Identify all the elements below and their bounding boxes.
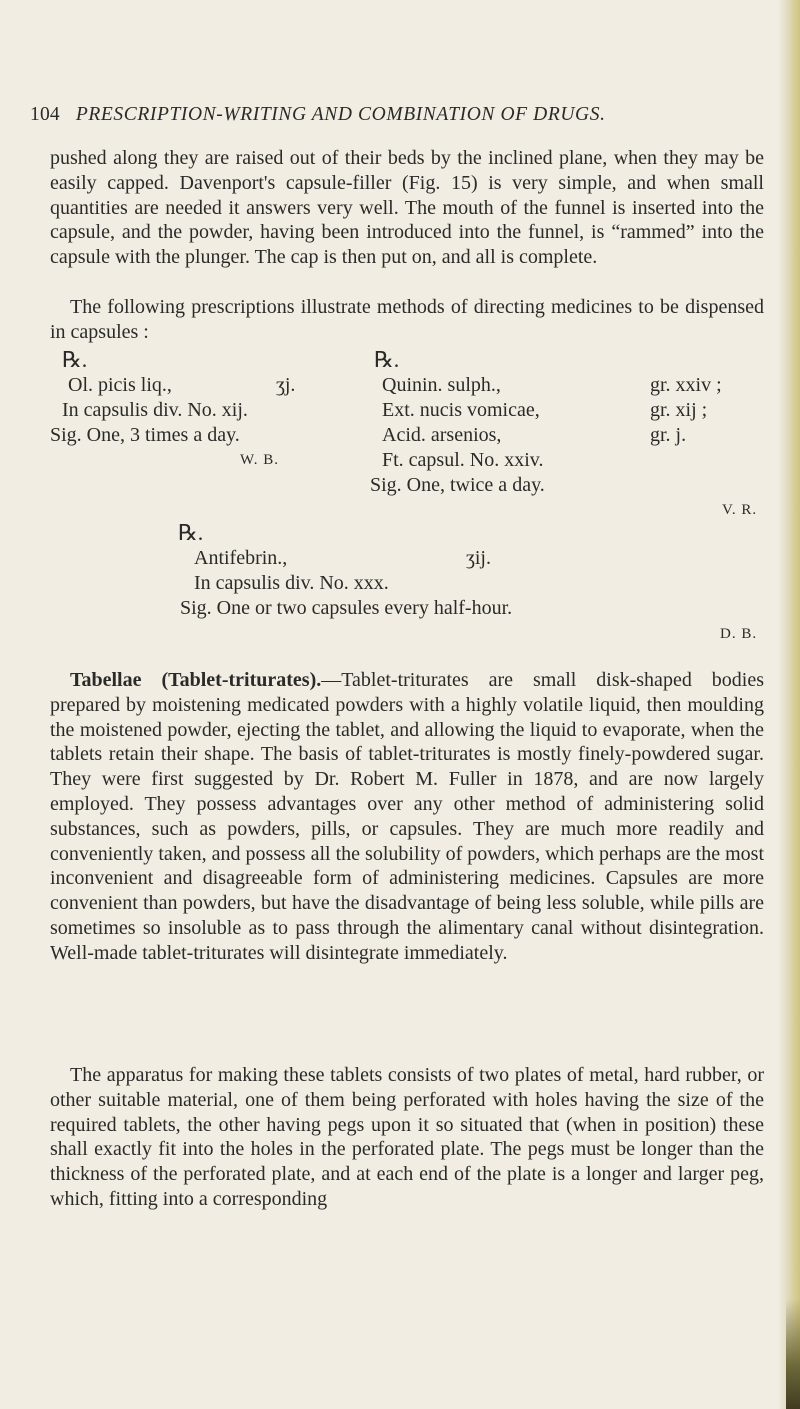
rx-line: Ft. capsul. No. xxiv.	[382, 449, 544, 471]
rx-symbol: ℞.	[374, 347, 400, 372]
section-heading: Tabellae (Tablet-triturates).	[70, 669, 322, 691]
intro-paragraph: pushed along they are raised out of their beds by the inclined plane, when they may be easily capped. Davenport's capsule-filler (Fig. 15) is very simple, and when small quantities are needed it answers very well. The mouth of the funnel is inserted into the capsule, and the powder, having been introduced into the funnel, is “rammed” into the capsule with the plunger. The cap is then put on, and all is complete.	[50, 147, 764, 269]
page-edge-shading	[778, 0, 800, 1409]
rx-quantity: ʒj.	[276, 374, 296, 396]
rx-symbol: ℞.	[62, 347, 88, 372]
rx-line: Sig. One or two capsules every half-hour.	[180, 597, 513, 619]
rx-line: Acid. arsenios,	[382, 424, 502, 446]
rx-line: Ol. picis liq.,	[68, 374, 172, 396]
rx-line: In capsulis div. No. xxx.	[194, 572, 389, 594]
tabellae-body: —Tablet-triturates are small disk-shaped bodies prepared by moistening medicated powders with a highly volatile liquid, then moulding the moistened powder, ejecting the tablet, and allowing the liquid to evaporate, when the tablets retain their shape. The basis of tablet-triturates is mostly finely-powdered sugar. They were first suggested by Dr. Robert M. Fuller in 1878, and are now largely employed. They possess advantages over any other method of administering solid substances, such as powders, pills, or capsules. They are much more readily and conveniently taken, and possess all the solubility of powders, which perhaps are the most inconvenient and disagreeable form of administering medicines. Capsules are more convenient than powders, but have the disadvantage of being less soluble, while pills are sometimes so insoluble as to pass through the alimentary canal without disintegration. Well-made tablet-triturates will disintegrate immediately.	[50, 669, 764, 964]
rx-line: Quinin. sulph.,	[382, 374, 501, 396]
rx-line: Sig. One, twice a day.	[370, 474, 545, 496]
rx-quantity: gr. j.	[650, 424, 687, 446]
prescriber-initials: V. R.	[722, 502, 758, 518]
apparatus-paragraph: The apparatus for making these tablets consists of two plates of metal, hard rubber, or other suitable material, one of them being perforated with holes having the size of the required tablets, the other having pegs upon it so situated that (when in position) these shall exactly fit into the holes in the perforated plate. The pegs must be longer than the thickness of the perforated plate, and at each end of the plate is a longer and larger peg, which, fitting into a corresponding	[50, 1064, 764, 1210]
running-title: PRESCRIPTION-WRITING AND COMBINATION OF DRUGS.	[75, 104, 606, 125]
rx-line: Antifebrin.,	[194, 547, 288, 569]
prescriber-initials: D. B.	[720, 626, 758, 642]
tabellae-paragraph	[50, 668, 764, 966]
rx-symbol: ℞.	[178, 520, 204, 545]
running-head	[30, 104, 770, 126]
rx-quantity: gr. xij ;	[650, 399, 708, 421]
rx-line: In capsulis div. No. xij.	[62, 399, 248, 421]
rx-quantity: gr. xxiv ;	[650, 374, 722, 396]
rx-quantity: ʒij.	[466, 547, 491, 569]
rx-line: Sig. One, 3 times a day.	[50, 424, 240, 446]
prescriber-initials: W. B.	[240, 452, 280, 468]
page-corner-shadow	[786, 1299, 800, 1409]
rx-line: Ext. nucis vomicae,	[382, 399, 540, 421]
page-number: 104	[30, 104, 60, 125]
prescriptions-intro-paragraph: The following prescriptions illustrate methods of directing medicines to be dispensed in capsules :	[50, 296, 764, 343]
